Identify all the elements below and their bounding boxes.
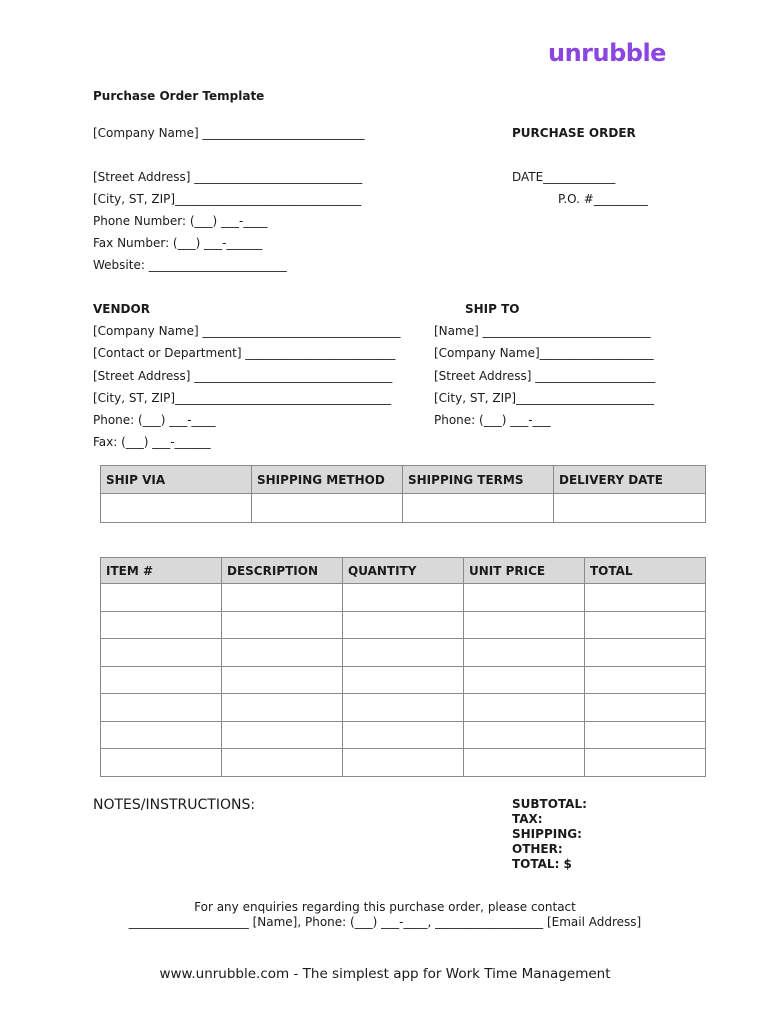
vendor-heading: VENDOR	[93, 302, 150, 316]
ship-to-heading: SHIP TO	[465, 302, 520, 316]
document-title: Purchase Order Template	[93, 89, 265, 103]
total-header: TOTAL	[585, 558, 706, 584]
shipping-terms-cell[interactable]	[403, 494, 554, 523]
quantity-header: QUANTITY	[343, 558, 464, 584]
quantity-cell[interactable]	[343, 722, 464, 749]
item-cell[interactable]	[101, 694, 222, 722]
company-street-field: [Street Address] ____________________________	[93, 170, 363, 184]
unit-price-cell[interactable]	[464, 612, 585, 639]
purchase-order-heading: PURCHASE ORDER	[512, 126, 636, 140]
unit-price-cell[interactable]	[464, 749, 585, 777]
description-header: DESCRIPTION	[222, 558, 343, 584]
items-table-header-row	[101, 558, 706, 584]
item-cell[interactable]	[101, 639, 222, 667]
company-phone-field: Phone Number: (___) ___-____	[93, 214, 268, 228]
ship-to-street-field: [Street Address] ____________________	[434, 369, 656, 383]
total-cell[interactable]	[585, 584, 706, 612]
description-cell[interactable]	[222, 639, 343, 667]
description-cell[interactable]	[222, 694, 343, 722]
vendor-phone-field: Phone: (___) ___-____	[93, 413, 216, 427]
item-cell[interactable]	[101, 612, 222, 639]
total-cell[interactable]	[585, 694, 706, 722]
unit-price-cell[interactable]	[464, 722, 585, 749]
vendor-city-field: [City, ST, ZIP]____________________________________	[93, 391, 392, 405]
shipping-method-cell[interactable]	[252, 494, 403, 523]
unit-price-cell[interactable]	[464, 694, 585, 722]
table-row	[101, 612, 706, 639]
unit-price-header: UNIT PRICE	[464, 558, 585, 584]
shipping-table-row	[101, 494, 706, 523]
item-cell[interactable]	[101, 667, 222, 694]
items-table	[100, 557, 706, 777]
item-number-header: ITEM #	[101, 558, 222, 584]
table-row	[101, 667, 706, 694]
table-row	[101, 694, 706, 722]
item-cell[interactable]	[101, 722, 222, 749]
unit-price-cell[interactable]	[464, 639, 585, 667]
vendor-contact-field: [Contact or Department] _________________________	[93, 346, 396, 360]
description-cell[interactable]	[222, 722, 343, 749]
unrubble-logo: unrubble	[548, 39, 666, 67]
enquiry-line-2: ____________________ [Name], Phone: (___) ___-____, __________________ [Email Address]	[128, 915, 642, 929]
table-row	[101, 584, 706, 612]
totals-block	[512, 797, 587, 872]
delivery-date-header: DELIVERY DATE	[554, 466, 706, 494]
item-cell[interactable]	[101, 584, 222, 612]
total-cell[interactable]	[585, 612, 706, 639]
item-cell[interactable]	[101, 749, 222, 777]
quantity-cell[interactable]	[343, 584, 464, 612]
company-fax-field: Fax Number: (___) ___-______	[93, 236, 263, 250]
ship-to-phone-field: Phone: (___) ___-___	[434, 413, 551, 427]
enquiry-line-1: For any enquiries regarding this purchase order, please contact	[194, 900, 576, 914]
table-row	[101, 722, 706, 749]
ship-to-company-field: [Company Name]___________________	[434, 346, 654, 360]
vendor-street-field: [Street Address] _________________________________	[93, 369, 393, 383]
total-cell[interactable]	[585, 667, 706, 694]
company-name-field: [Company Name] ___________________________	[93, 126, 365, 140]
description-cell[interactable]	[222, 667, 343, 694]
description-cell[interactable]	[222, 612, 343, 639]
quantity-cell[interactable]	[343, 667, 464, 694]
po-date-field: DATE____________	[512, 170, 616, 184]
shipping-method-header: SHIPPING METHOD	[252, 466, 403, 494]
vendor-fax-field: Fax: (___) ___-______	[93, 435, 211, 449]
ship-via-header: SHIP VIA	[101, 466, 252, 494]
vendor-company-field: [Company Name] _________________________________	[93, 324, 401, 338]
total-label: TOTAL: $	[512, 857, 572, 871]
quantity-cell[interactable]	[343, 639, 464, 667]
other-label: OTHER:	[512, 842, 563, 856]
quantity-cell[interactable]	[343, 749, 464, 777]
tax-label: TAX:	[512, 812, 543, 826]
total-cell[interactable]	[585, 722, 706, 749]
total-cell[interactable]	[585, 749, 706, 777]
po-number-field: P.O. #_________	[558, 192, 648, 206]
shipping-table-header-row	[101, 466, 706, 494]
footer-text: www.unrubble.com - The simplest app for Work Time Management	[159, 966, 611, 982]
shipping-terms-header: SHIPPING TERMS	[403, 466, 554, 494]
description-cell[interactable]	[222, 584, 343, 612]
company-city-field: [City, ST, ZIP]_______________________________	[93, 192, 362, 206]
description-cell[interactable]	[222, 749, 343, 777]
table-row	[101, 749, 706, 777]
ship-to-city-field: [City, ST, ZIP]_______________________	[434, 391, 655, 405]
unit-price-cell[interactable]	[464, 667, 585, 694]
company-website-field: Website: _______________________	[93, 258, 287, 272]
table-row	[101, 639, 706, 667]
shipping-label: SHIPPING:	[512, 827, 582, 841]
subtotal-label: SUBTOTAL:	[512, 797, 587, 811]
quantity-cell[interactable]	[343, 694, 464, 722]
ship-via-cell[interactable]	[101, 494, 252, 523]
shipping-table	[100, 465, 706, 523]
unit-price-cell[interactable]	[464, 584, 585, 612]
notes-instructions-label: NOTES/INSTRUCTIONS:	[93, 797, 256, 813]
delivery-date-cell[interactable]	[554, 494, 706, 523]
quantity-cell[interactable]	[343, 612, 464, 639]
ship-to-name-field: [Name] ____________________________	[434, 324, 651, 338]
total-cell[interactable]	[585, 639, 706, 667]
